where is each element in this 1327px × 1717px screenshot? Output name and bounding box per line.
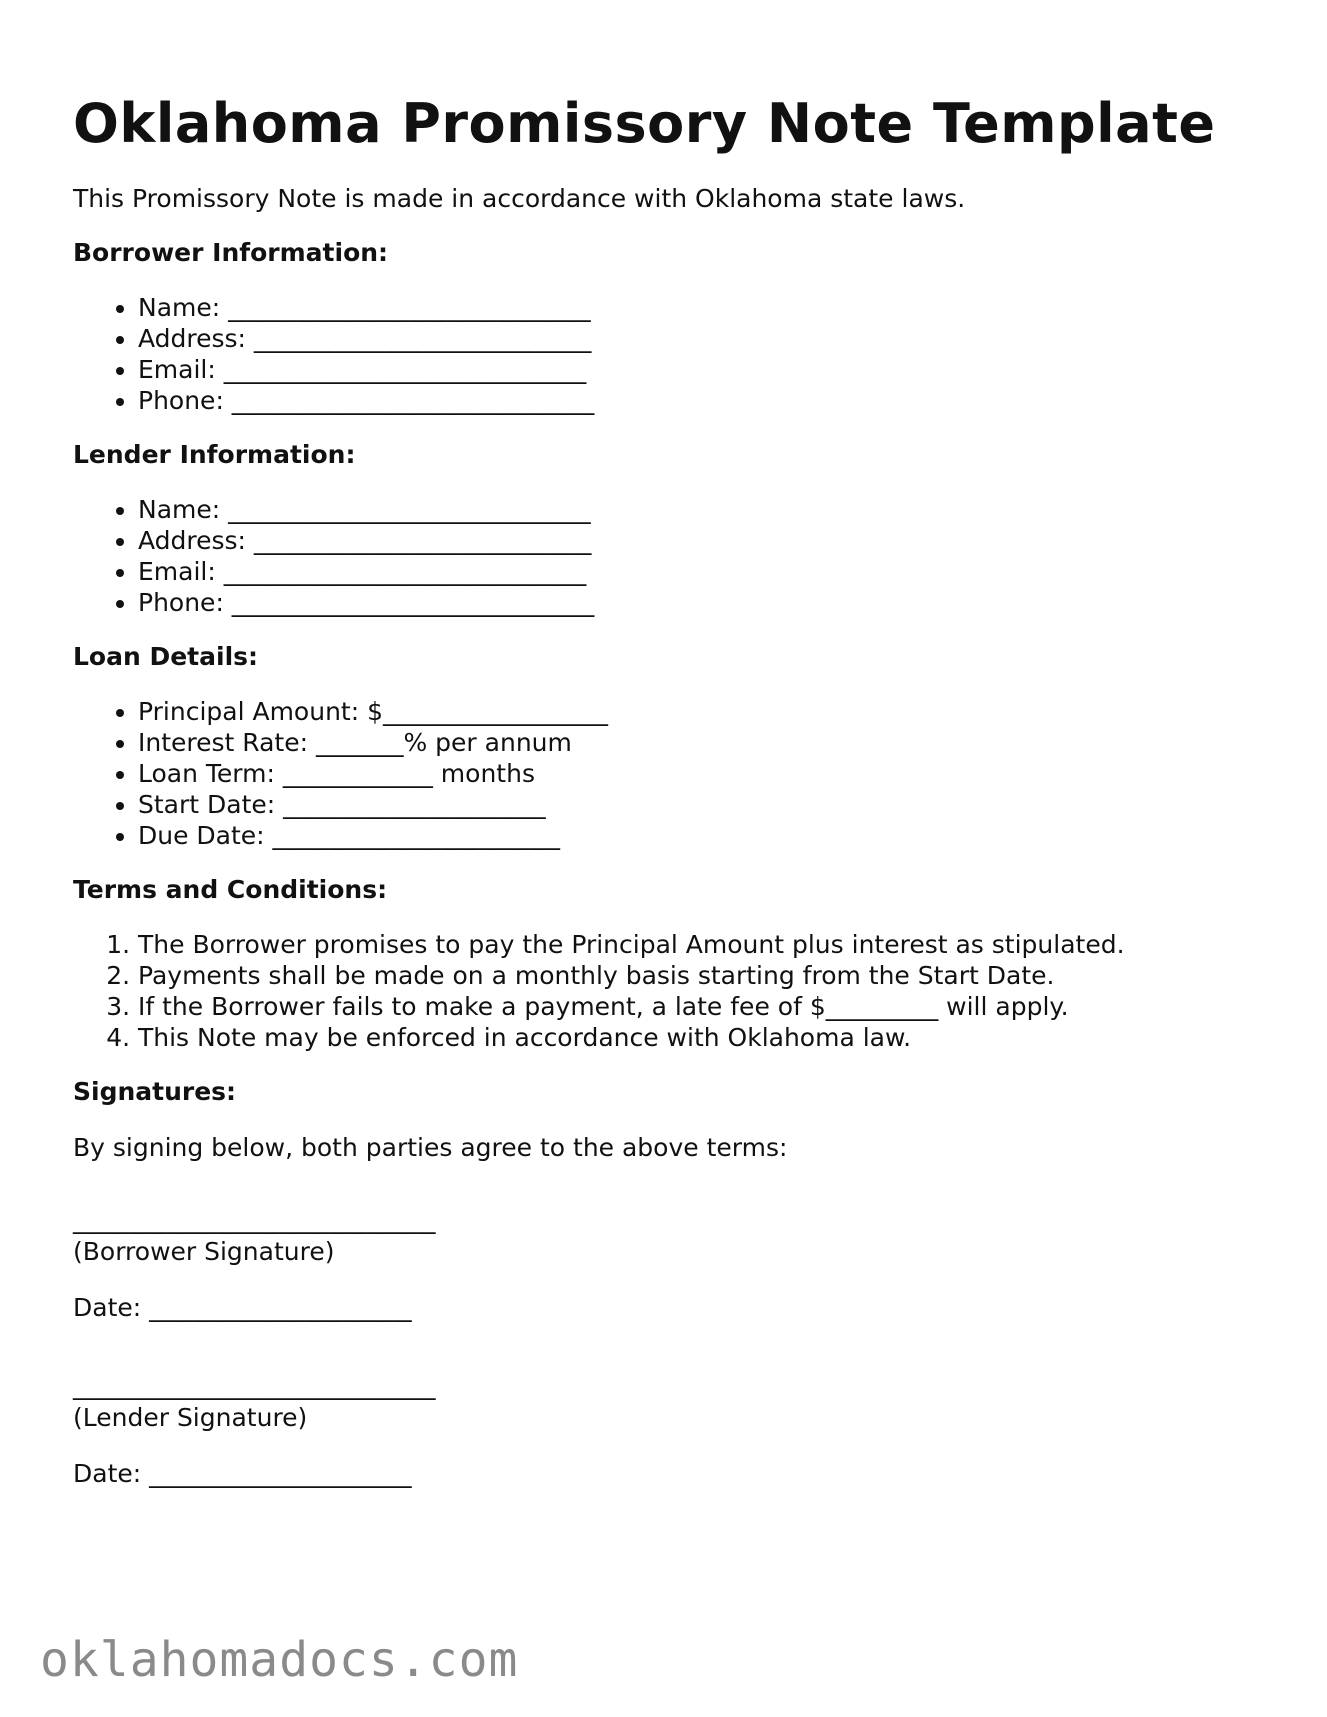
borrower-signature-caption: (Borrower Signature) [73,1237,335,1266]
due-date-field: • Due Date: _______________________ [138,820,1273,851]
lender-email-field: • Email: _____________________________ [138,556,1273,587]
term-item: 3. If the Borrower fails to make a payment, a late fee of $_________ will apply. [138,991,1273,1022]
term-item: 2. Payments shall be made on a monthly basis starting from the Start Date. [138,960,1273,991]
lender-phone-field: • Phone: _____________________________ [138,587,1273,618]
loan-list [73,696,1273,851]
borrower-name-field: • Name: _____________________________ [138,292,1273,323]
lender-address-field: • Address: ___________________________ [138,525,1273,556]
lender-signature-line: _____________________________ [73,1371,436,1400]
lender-list [73,494,1273,618]
lender-date-line: Date: _____________________ [73,1459,412,1488]
borrower-signature-line: _____________________________ [73,1205,436,1234]
interest-rate-field: • Interest Rate: _______% per annum [138,727,1273,758]
lender-signature-block [73,1371,1273,1491]
signatures-heading: Signatures: [73,1077,237,1106]
document-title: Oklahoma Promissory Note Template [73,92,1216,155]
lender-heading: Lender Information: [73,440,356,469]
terms-heading: Terms and Conditions: [73,875,388,904]
document-page [73,88,1273,1537]
agree-text: By signing below, both parties agree to the above terms: [73,1133,788,1162]
borrower-date-line: Date: _____________________ [73,1293,412,1322]
term-item: 4. This Note may be enforced in accordance with Oklahoma law. [138,1022,1273,1053]
borrower-email-field: • Email: _____________________________ [138,354,1273,385]
watermark: oklahomadocs.com [40,1632,519,1688]
loan-heading: Loan Details: [73,642,259,671]
intro-text: This Promissory Note is made in accordance with Oklahoma state laws. [73,184,966,213]
borrower-heading: Borrower Information: [73,238,389,267]
principal-amount-field: • Principal Amount: $__________________ [138,696,1273,727]
start-date-field: • Start Date: _____________________ [138,789,1273,820]
loan-term-field: • Loan Term: ____________ months [138,758,1273,789]
borrower-address-field: • Address: ___________________________ [138,323,1273,354]
term-item: 1. The Borrower promises to pay the Principal Amount plus interest as stipulated. [138,929,1273,960]
lender-name-field: • Name: _____________________________ [138,494,1273,525]
borrower-list [73,292,1273,416]
lender-signature-caption: (Lender Signature) [73,1403,308,1432]
borrower-phone-field: • Phone: _____________________________ [138,385,1273,416]
borrower-signature-block [73,1205,1273,1325]
terms-list [73,929,1273,1053]
